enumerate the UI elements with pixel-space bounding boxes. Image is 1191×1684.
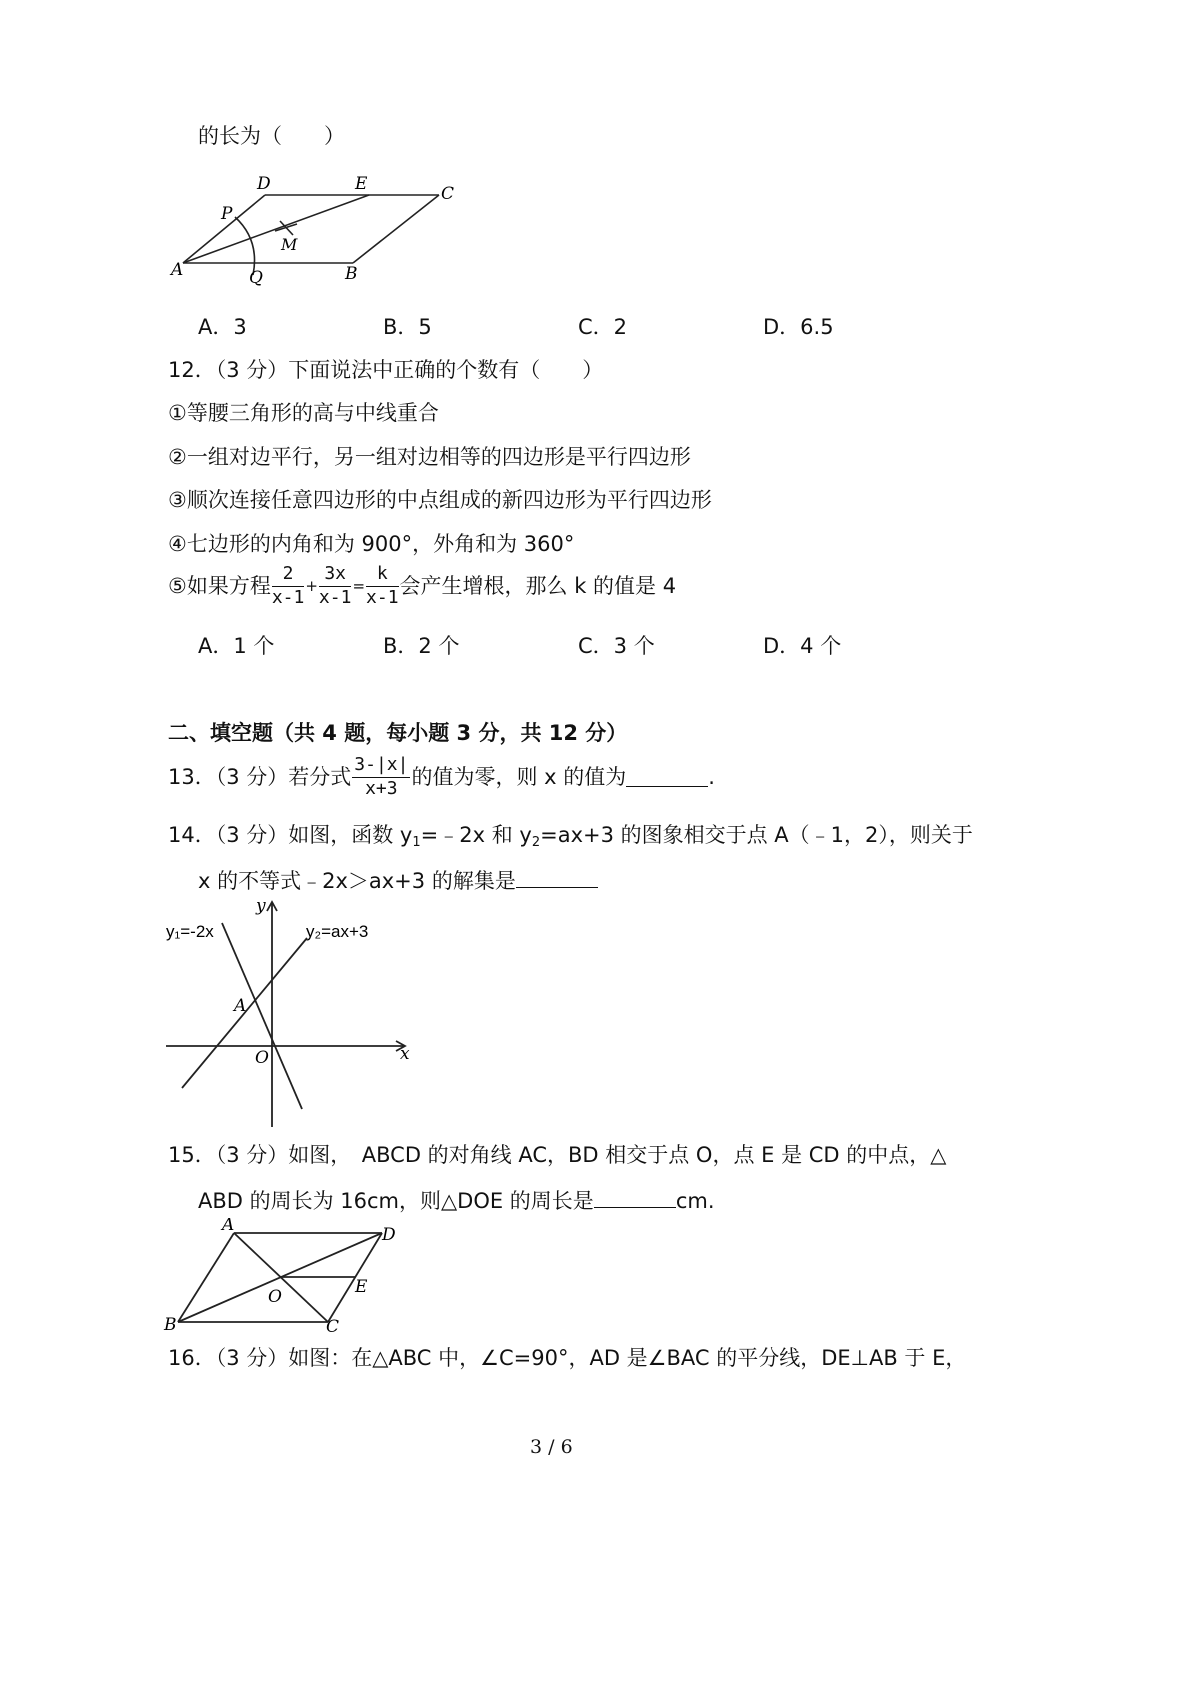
- q15-side-ab: [178, 1233, 234, 1322]
- q13-fraction: [352, 756, 410, 799]
- q14-subscript-2: 2: [531, 835, 541, 850]
- q12-option-b: B．2 个: [383, 634, 460, 658]
- q14-line1-mid: =﹣2x 和 y: [420, 823, 532, 847]
- q12-statement-5: [168, 565, 676, 608]
- q13-end: .: [708, 764, 715, 789]
- q11-label-m: M: [281, 235, 298, 254]
- q14-label-y1: y₁=-2x: [166, 922, 214, 941]
- q11-option-b: B．5: [383, 315, 432, 339]
- q12-stem: 12．（3 分）下面说法中正确的个数有（ ）: [168, 358, 604, 382]
- q14-label-a: A: [234, 996, 247, 1016]
- q11-arc-pq: [235, 217, 255, 275]
- q14-label-o: O: [255, 1048, 269, 1068]
- page-number: 3 / 6: [530, 1436, 573, 1458]
- q14-label-x: x: [400, 1044, 410, 1064]
- q12-option-d: D．4 个: [763, 634, 842, 658]
- q13-line: [168, 756, 715, 799]
- q14-line1-post: =ax+3 的图象相交于点 A（﹣1，2），则关于: [540, 823, 973, 847]
- q12-fraction-3: [366, 565, 399, 608]
- q11-option-d: D．6.5: [763, 315, 834, 339]
- q12-fraction-1-numerator: 2: [272, 565, 305, 587]
- q14-answer-blank[interactable]: [516, 869, 598, 888]
- q14-line-2: [198, 869, 598, 892]
- q14-line1-pre: 14．（3 分）如图，函数 y: [168, 823, 413, 847]
- q11-side-bc: [353, 195, 439, 263]
- q11-label-a: A: [171, 260, 184, 280]
- q13-fraction-numerator: 3-|x|: [352, 756, 410, 778]
- q14-subscript-1: 1: [412, 835, 421, 850]
- q12-fraction-1-denominator: x-1: [271, 586, 305, 608]
- q12-option-c: C．3 个: [578, 634, 655, 658]
- q12-fraction-2: [319, 565, 352, 608]
- q15-line2-post: cm.: [675, 1189, 715, 1213]
- q15-label-a: A: [222, 1218, 235, 1235]
- q11-segment-ae: [183, 195, 369, 263]
- q14-label-y: y: [256, 896, 266, 916]
- q15-label-c: C: [326, 1317, 340, 1337]
- q15-label-e: E: [355, 1277, 368, 1297]
- q13-fraction-denominator: x+3: [365, 777, 398, 799]
- q12-fraction-3-numerator: k: [366, 565, 399, 587]
- q12-statement-2: ②一组对边平行，另一组对边相等的四边形是平行四边形: [168, 445, 691, 469]
- q11-label-q: Q: [249, 268, 263, 288]
- q12-s5-post: 会产生增根，那么 k 的值是 4: [399, 573, 677, 598]
- q12-fraction-1: [272, 565, 305, 608]
- q13-pre: 13．（3 分）若分式: [168, 764, 352, 789]
- q12-statement-4: ④七边形的内角和为 900°，外角和为 360°: [168, 532, 575, 556]
- q12-fraction-3-denominator: x-1: [366, 586, 399, 608]
- q11-option-c: C．2: [578, 315, 628, 339]
- q13-post: 的值为零，则 x 的值为: [411, 764, 627, 789]
- q11-stem-tail: 的长为（ ）: [198, 124, 345, 148]
- q14-function-graph: [162, 895, 422, 1130]
- q11-label-b: B: [345, 264, 358, 284]
- q15-label-o: O: [268, 1287, 282, 1307]
- q12-statement-3: ③顺次连接任意四边形的中点组成的新四边形为平行四边形: [168, 488, 712, 512]
- q15-label-d: D: [382, 1225, 396, 1245]
- q15-line-1: 15．（3 分）如图， ABCD 的对角线 AC，BD 相交于点 O，点 E 是 CD 的中点，△: [168, 1143, 947, 1167]
- q14-line-y1: [222, 923, 302, 1109]
- q11-label-p: P: [221, 204, 233, 224]
- q15-answer-blank[interactable]: [594, 1189, 676, 1208]
- q14-label-y2: y₂=ax+3: [306, 922, 369, 941]
- q14-line2-text: x 的不等式﹣2x＞ax+3 的解集是: [198, 869, 516, 893]
- q13-answer-blank[interactable]: [626, 768, 708, 787]
- q12-statement-1: ①等腰三角形的高与中线重合: [168, 401, 439, 425]
- section-2-title: 二、填空题（共 4 题，每小题 3 分，共 12 分）: [168, 721, 628, 745]
- q11-option-a: A．3: [198, 315, 247, 339]
- q12-fraction-2-denominator: x-1: [318, 586, 352, 608]
- q12-option-a: A．1 个: [198, 634, 275, 658]
- q12-s5-plus: +: [305, 576, 318, 595]
- q16-line-1: 16．（3 分）如图：在△ABC 中，∠C=90°，AD 是∠BAC 的平分线，DE⊥AB 于 E，: [168, 1346, 967, 1370]
- q12-s5-pre: ⑤如果方程: [168, 573, 271, 598]
- q11-label-e: E: [355, 175, 368, 194]
- q15-parallelogram-figure: [160, 1218, 410, 1338]
- q15-line-2: [198, 1189, 715, 1212]
- q15-label-b: B: [164, 1315, 177, 1335]
- q15-line2-pre: ABD 的周长为 16cm，则△DOE 的周长是: [198, 1189, 594, 1213]
- q12-fraction-2-numerator: 3x: [319, 565, 352, 587]
- q11-label-c: C: [441, 184, 455, 204]
- q12-s5-eq: =: [352, 576, 366, 595]
- q14-line-1: [168, 825, 973, 849]
- q11-label-d: D: [257, 175, 271, 194]
- q11-parallelogram-figure: [165, 175, 475, 290]
